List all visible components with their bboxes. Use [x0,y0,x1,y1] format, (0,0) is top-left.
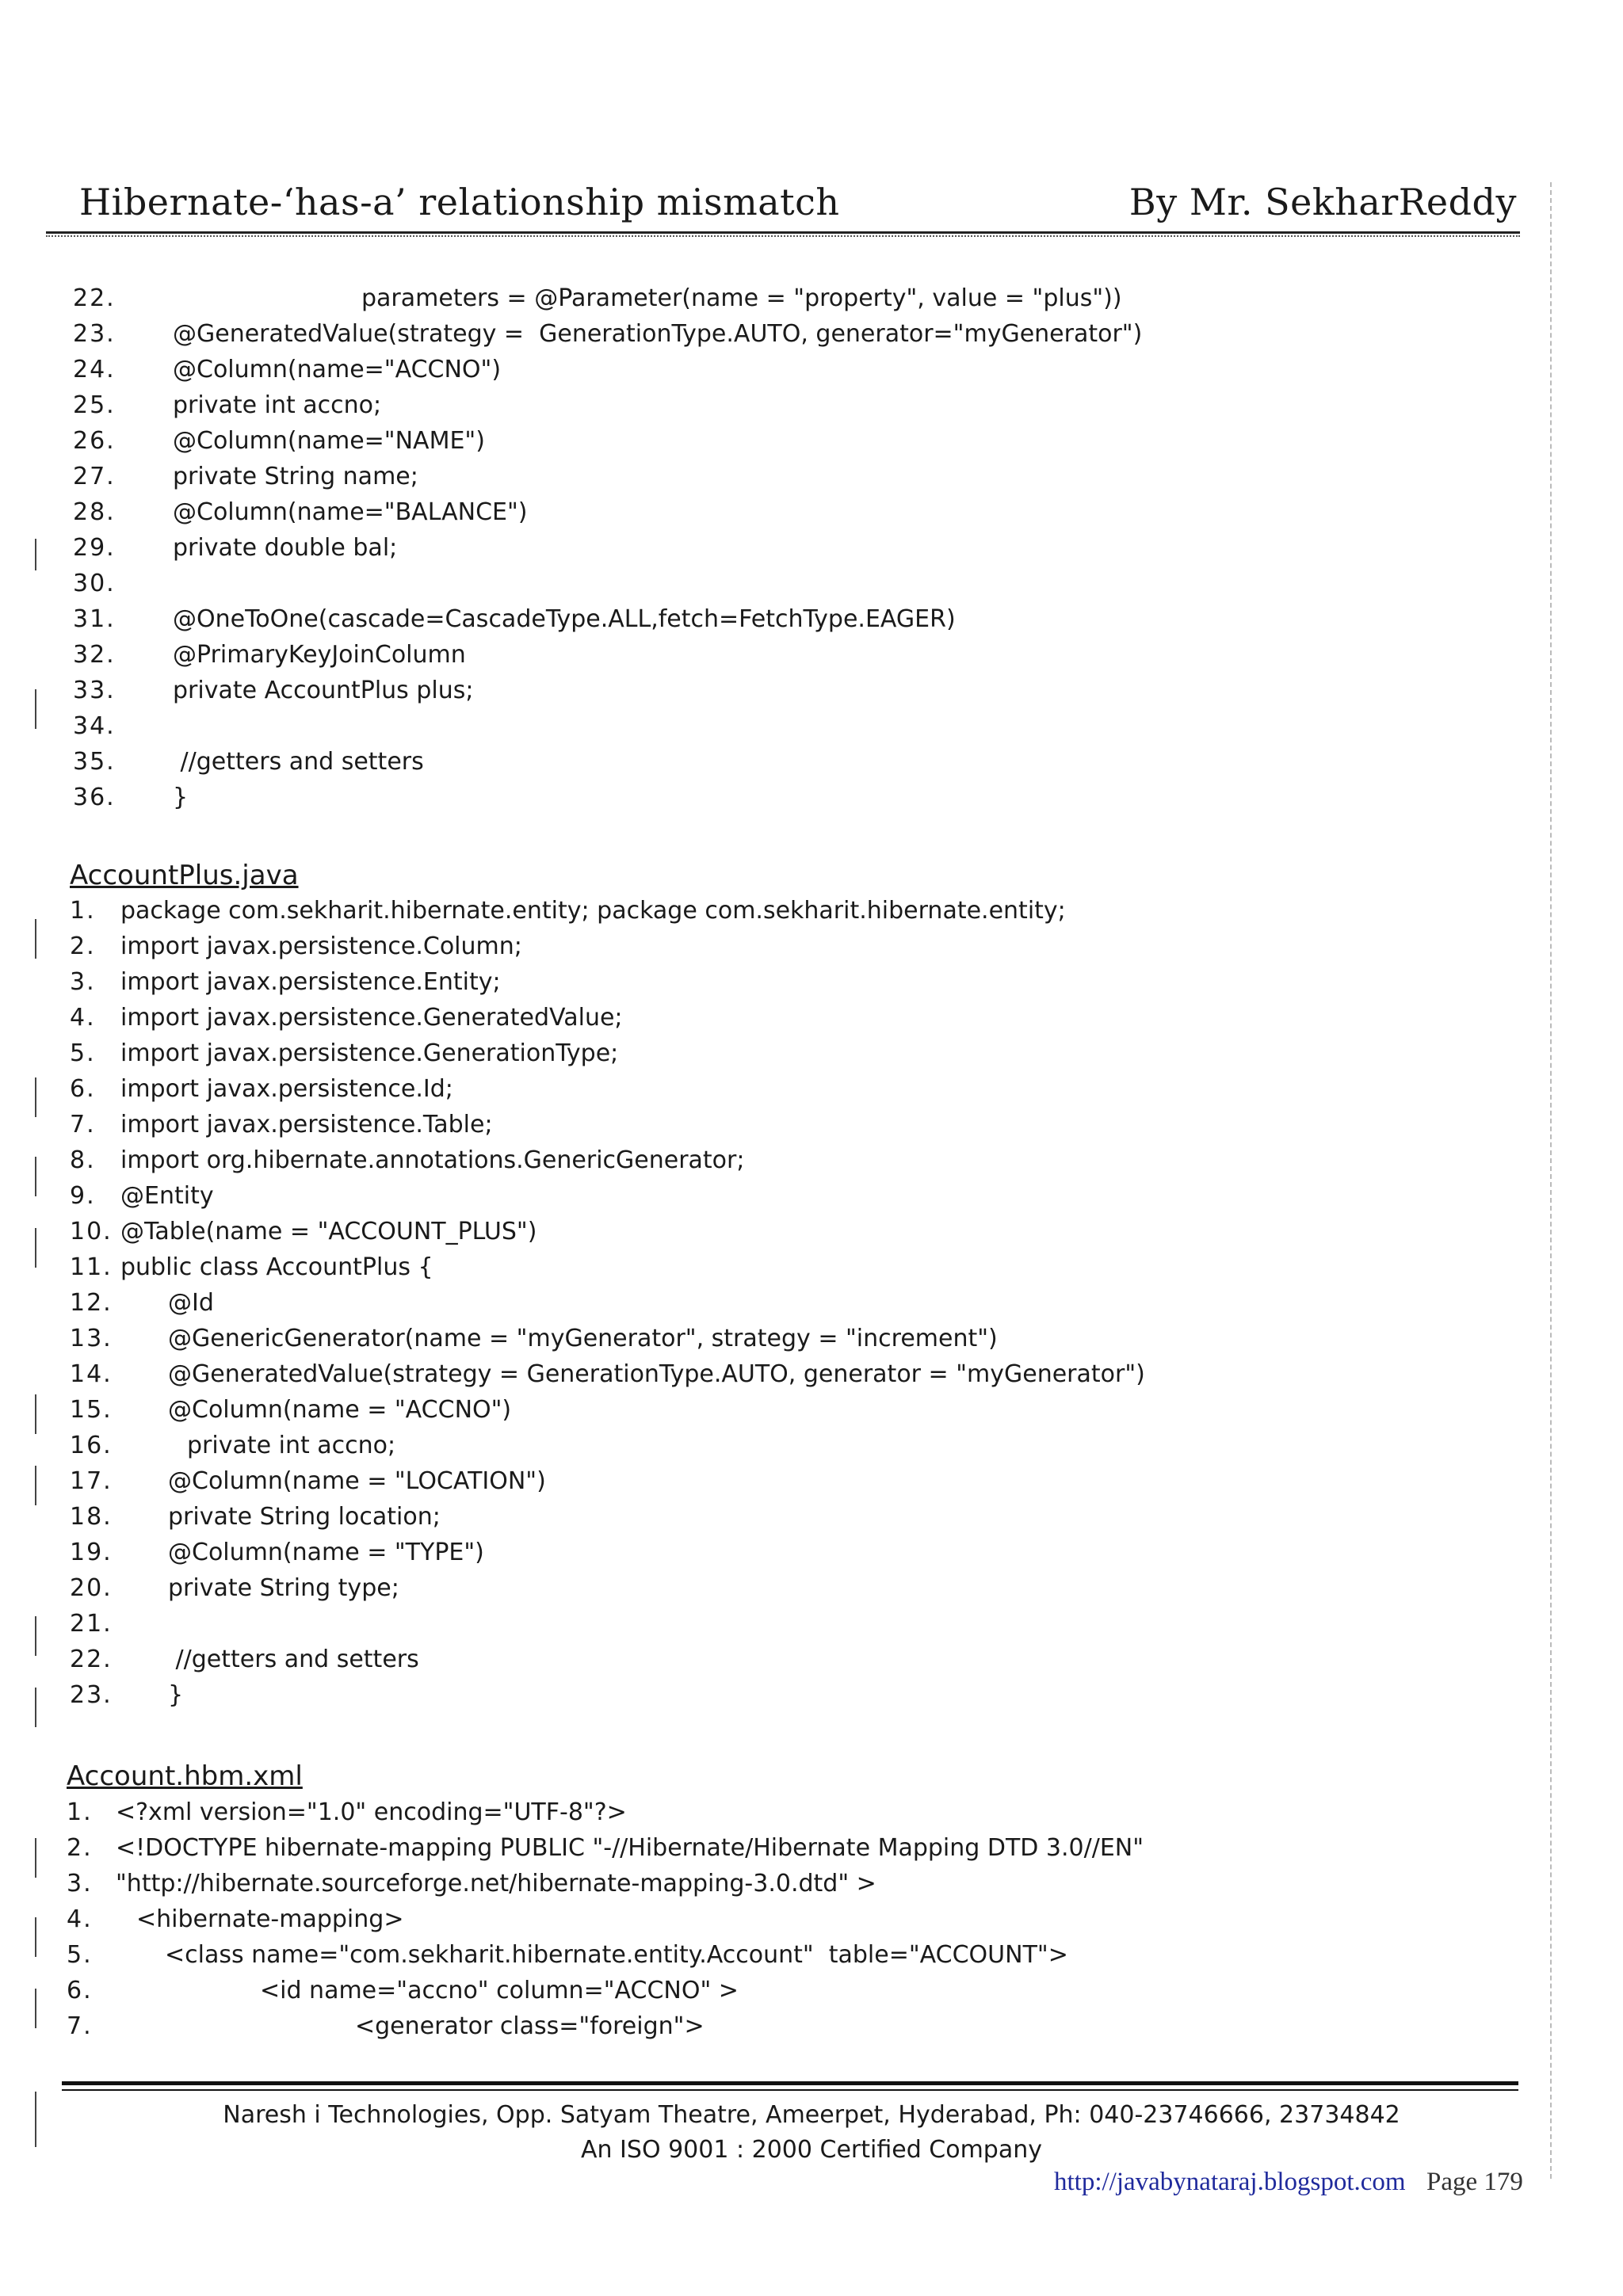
code-line [0,1322,998,1356]
code-line [0,531,398,566]
line-number: 10. [70,1218,113,1245]
scan-artifact [35,1688,36,1727]
code-text: @Column(name = "LOCATION") [168,1467,546,1495]
scan-artifact [35,1838,36,1878]
line-number: 1. [70,897,96,925]
line-number: 18. [70,1503,113,1531]
line-number: 11. [70,1253,113,1281]
code-text: @PrimaryKeyJoinColumn [173,641,466,669]
line-number: 9. [70,1182,96,1210]
scan-artifact [35,1228,36,1268]
code-text: import javax.persistence.GenerationType; [120,1039,619,1067]
code-text: import javax.persistence.Column; [120,933,522,960]
code-text: <hibernate-mapping> [136,1905,404,1933]
code-text: import javax.persistence.Entity; [120,968,501,996]
code-text: <?xml version="1.0" encoding="UTF-8"?> [116,1798,627,1826]
line-number: 19. [70,1539,113,1566]
code-text: @Column(name="NAME") [173,427,485,455]
code-line [0,1678,184,1713]
code-line [0,780,189,815]
code-text: private String location; [168,1503,441,1531]
code-text: private int accno; [173,391,382,419]
scan-artifact [35,539,36,570]
code-line [0,1428,396,1463]
code-text: @Column(name = "ACCNO") [168,1396,512,1424]
code-line [0,2009,705,2044]
code-text: "http://hibernate.sourceforge.net/hibernate-mapping-3.0.dtd" > [116,1870,876,1897]
footer-certification: An ISO 9001 : 2000 Certified Company [580,2136,1042,2164]
code-line [0,1974,739,2008]
code-line [0,1795,627,1830]
scan-artifact [35,1077,36,1117]
code-text: import javax.persistence.Id; [120,1075,453,1103]
code-line [0,317,1143,352]
code-text: @GeneratedValue(strategy = GenerationType.AUTO, generator="myGenerator") [173,320,1143,348]
code-text: @OneToOne(cascade=CascadeType.ALL,fetch=FetchType.EAGER) [173,605,956,633]
code-text: @Entity [120,1182,214,1210]
scan-artifact [35,2092,36,2147]
code-line [0,1642,419,1677]
line-number: 26. [73,427,116,455]
line-number: 14. [70,1360,113,1388]
code-text: @Column(name = "TYPE") [168,1539,484,1566]
line-number: 34. [73,712,116,740]
line-number: 27. [73,463,116,490]
code-text: @Id [168,1289,214,1317]
code-line [0,1902,404,1937]
line-number: 28. [73,498,116,526]
line-number: 23. [73,320,116,348]
line-number: 25. [73,391,116,419]
code-line [0,424,485,459]
line-number: 22. [73,284,116,312]
line-number: 23. [70,1681,113,1709]
scan-artifact [35,919,36,959]
code-text: } [173,784,189,811]
code-line [0,709,116,744]
line-number: 2. [67,1834,93,1862]
scan-artifact [35,1917,36,1957]
footer-company: Naresh i Technologies, Opp. Satyam Theatre, Ameerpet, Hyderabad, Ph: 040-23746666, 23734842 [223,2101,1400,2129]
code-line [0,1036,619,1071]
line-number: 29. [73,534,116,562]
code-line [0,1072,453,1107]
footer-rule [62,2081,1518,2085]
code-text: import org.hibernate.annotations.GenericGenerator; [120,1146,745,1174]
code-text: private double bal; [173,534,398,562]
code-line [0,566,116,601]
line-number: 2. [70,933,96,960]
line-number: 22. [70,1646,113,1673]
code-line [0,460,418,494]
code-line [0,1108,493,1142]
line-number: 6. [67,1977,93,2004]
scan-artifact [35,1394,36,1434]
header-rule [46,231,1520,234]
line-number: 3. [70,968,96,996]
line-number: 5. [70,1039,96,1067]
page-number: Page 179 [1426,2168,1523,2196]
scan-artifact [35,689,36,729]
code-line [0,281,1122,316]
code-line [0,1357,1145,1392]
line-number: 12. [70,1289,113,1317]
code-text: @GenericGenerator(name = "myGenerator", strategy = "increment") [168,1325,998,1352]
scan-artifact [35,1616,36,1656]
scan-artifact [35,1157,36,1196]
code-line [0,495,528,530]
line-number: 31. [73,605,116,633]
code-line [0,1831,1144,1866]
code-line [0,353,502,387]
line-number: 3. [67,1870,93,1897]
code-text: @Column(name="ACCNO") [173,356,502,383]
code-line [0,1867,876,1901]
line-number: 1. [67,1798,93,1826]
code-text: @Column(name="BALANCE") [173,498,528,526]
line-number: 8. [70,1146,96,1174]
code-line [0,388,382,423]
line-number: 16. [70,1432,113,1459]
code-text: parameters = @Parameter(name = "property", value = "plus")) [361,284,1122,312]
code-text: //getters and setters [173,748,424,776]
line-number: 7. [67,2012,93,2040]
code-text: <class name="com.sekharit.hibernate.entity.Account" table="ACCOUNT"> [165,1941,1068,1969]
header-rule-dotted [46,235,1520,237]
line-number: 5. [67,1941,93,1969]
code-line [0,894,1066,929]
code-line [0,1535,484,1570]
code-text: @Table(name = "ACCOUNT_PLUS") [120,1218,537,1245]
line-number: 4. [67,1905,93,1933]
footer-url[interactable]: http://javabynataraj.blogspot.com [1054,2168,1406,2196]
code-line [0,673,474,708]
code-text: import javax.persistence.Table; [120,1111,493,1138]
line-number: 30. [73,570,116,597]
line-number: 6. [70,1075,96,1103]
code-line [0,1571,399,1606]
code-line [0,1143,745,1178]
scan-artifact [35,1989,36,2028]
code-line [0,1215,537,1249]
code-line [0,1179,214,1214]
code-line [0,1393,512,1428]
code-text: //getters and setters [168,1646,419,1673]
code-text: private AccountPlus plus; [173,677,474,704]
code-line [0,1938,1068,1973]
code-line [0,1286,214,1321]
code-text: <id name="accno" column="ACCNO" > [260,1977,739,2004]
line-number: 36. [73,784,116,811]
line-number: 21. [70,1610,113,1638]
line-number: 20. [70,1574,113,1602]
code-text: <generator class="foreign"> [355,2012,705,2040]
line-number: 13. [70,1325,113,1352]
code-text: package com.sekharit.hibernate.entity; package com.sekharit.hibernate.entity; [120,897,1066,925]
code-text: private String type; [168,1574,399,1602]
line-number: 24. [73,356,116,383]
code-text: public class AccountPlus { [120,1253,433,1281]
code-text: } [168,1681,184,1709]
page-author: By Mr. SekharReddy [1128,181,1517,223]
line-number: 33. [73,677,116,704]
code-line [0,638,466,673]
page-header [79,179,1517,228]
section-heading-account-hbm: Account.hbm.xml [67,1760,303,1792]
line-number: 17. [70,1467,113,1495]
line-number: 35. [73,748,116,776]
code-text: <!DOCTYPE hibernate-mapping PUBLIC "-//Hibernate/Hibernate Mapping DTD 3.0//EN" [116,1834,1144,1862]
line-number: 32. [73,641,116,669]
code-line [0,745,424,780]
section-heading-accountplus: AccountPlus.java [70,860,299,891]
page-title: Hibernate-‘has-a’ relationship mismatch [79,181,840,223]
code-text: @GeneratedValue(strategy = GenerationType.AUTO, generator = "myGenerator") [168,1360,1145,1388]
right-page-border [1550,182,1553,2179]
code-line [0,929,522,964]
code-text: private String name; [173,463,418,490]
code-text: private int accno; [187,1432,396,1459]
code-line [0,602,956,637]
scan-artifact [35,1466,36,1505]
line-number: 7. [70,1111,96,1138]
code-text: import javax.persistence.GeneratedValue; [120,1004,623,1032]
code-line [0,1250,433,1285]
code-line [0,1607,113,1642]
line-number: 4. [70,1004,96,1032]
code-line [0,1464,546,1499]
code-line [0,965,501,1000]
line-number: 15. [70,1396,113,1424]
code-line [0,1001,623,1035]
code-line [0,1500,441,1535]
footer-rule-thin [62,2089,1518,2091]
